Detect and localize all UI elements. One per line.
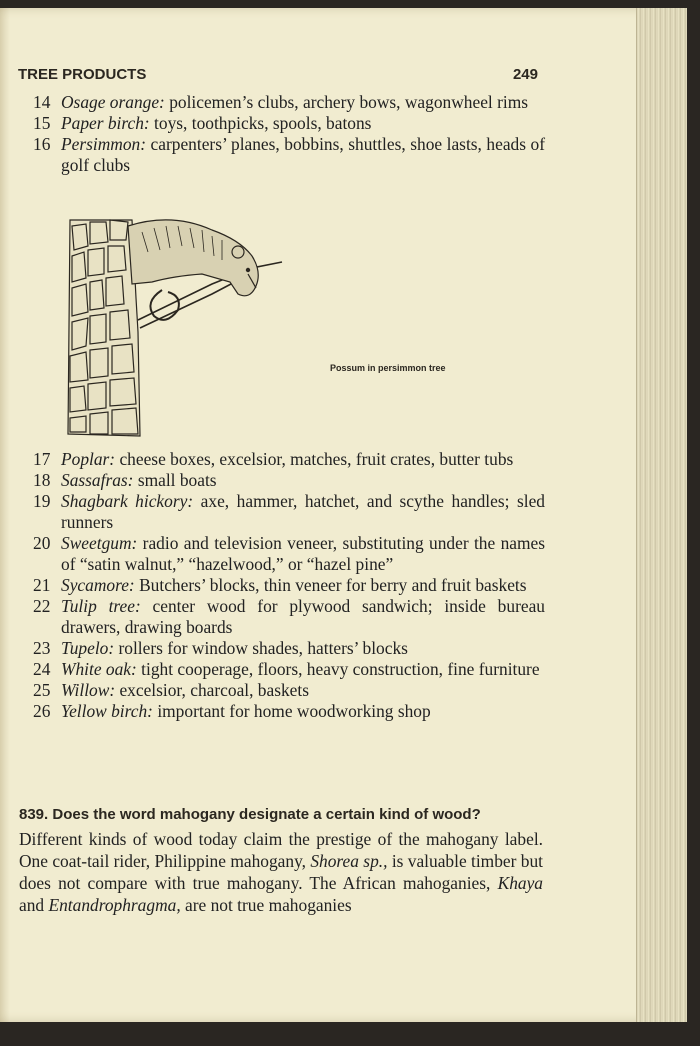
item-number: 20 (33, 533, 51, 553)
item-number: 24 (33, 659, 51, 679)
item-number: 26 (33, 701, 51, 721)
tree-name: Sycamore: (61, 575, 135, 595)
item-number: 23 (33, 638, 51, 658)
list-item (33, 134, 545, 176)
item-uses: radio and television veneer, substituting under the names of “satin walnut,” “hazelwood,” or “hazel pine” (61, 533, 545, 574)
list-item (33, 659, 545, 680)
item-number: 22 (33, 596, 51, 616)
gutter-shadow (0, 8, 10, 1022)
genus-name: Entandrophragma, (48, 895, 181, 915)
item-uses: tight cooperage, floors, heavy construction, fine furniture (136, 659, 540, 679)
item-uses: excelsior, charcoal, baskets (115, 680, 310, 700)
tree-name: White oak: (61, 659, 137, 679)
header-title: TREE PRODUCTS (18, 66, 147, 83)
page-edges (636, 8, 687, 1022)
tree-name: Willow: (61, 680, 116, 700)
figure-caption: Possum in persimmon tree (330, 363, 446, 373)
list-item (33, 491, 545, 533)
tree-name: Persimmon: (61, 134, 147, 154)
tree-name: Tupelo: (61, 638, 115, 658)
item-number: 15 (33, 113, 51, 133)
para-text: and (19, 895, 49, 915)
running-header (18, 66, 538, 84)
list-item (33, 92, 545, 113)
question-heading: 839. Does the word mahogany designate a certain kind of wood? (19, 806, 481, 823)
item-number: 21 (33, 575, 51, 595)
item-number: 17 (33, 449, 51, 469)
list-item (33, 596, 545, 638)
list-item (33, 533, 545, 575)
item-uses: toys, toothpicks, spools, batons (149, 113, 372, 133)
item-uses: axe, hammer, hatchet, and scythe handles; sled runners (61, 491, 545, 532)
item-uses: rollers for window shades, hatters’ blocks (114, 638, 408, 658)
item-uses: important for home woodworking shop (152, 701, 431, 721)
para-text: Different kinds of wood today claim the prestige of the mahogany label. One coat-tail rider, Philippine mahogany, (19, 829, 543, 871)
item-uses: center wood for plywood sandwich; inside bureau drawers, drawing boards (61, 596, 545, 637)
wood-uses-list-bottom (33, 449, 545, 722)
tree-name: Sassafras: (61, 470, 134, 490)
item-uses: carpenters’ planes, bobbins, shuttles, shoe lasts, heads of golf clubs (61, 134, 545, 175)
item-uses: small boats (133, 470, 217, 490)
tree-name: Tulip tree: (61, 596, 141, 616)
list-item (33, 701, 545, 722)
list-item (33, 470, 545, 491)
item-uses: cheese boxes, excelsior, matches, fruit crates, butter tubs (115, 449, 514, 469)
para-text: is valuable timber but does not compare with true mahogany. The African mahoganies, (19, 851, 543, 893)
answer-paragraph (19, 828, 543, 916)
item-uses: policemen’s clubs, archery bows, wagonwheel rims (164, 92, 529, 112)
genus-name: Khaya (497, 873, 543, 893)
tree-name: Paper birch: (61, 113, 150, 133)
tree-name: Osage orange: (61, 92, 165, 112)
list-item (33, 575, 545, 596)
item-uses: Butchers’ blocks, thin veneer for berry and fruit baskets (134, 575, 527, 595)
possum-illustration (62, 212, 298, 440)
item-number: 19 (33, 491, 51, 511)
page-number: 249 (512, 66, 538, 83)
list-item (33, 449, 545, 470)
species-name: Shorea sp., (310, 851, 388, 871)
item-number: 14 (33, 92, 51, 112)
item-number: 18 (33, 470, 51, 490)
para-text: are not true mahoganies (180, 895, 352, 915)
list-item (33, 680, 545, 701)
tree-name: Poplar: (61, 449, 116, 469)
item-number: 16 (33, 134, 51, 154)
tree-name: Shagbark hickory: (61, 491, 194, 511)
list-item (33, 113, 545, 134)
list-item (33, 638, 545, 659)
tree-name: Yellow birch: (61, 701, 153, 721)
wood-uses-list-top (33, 92, 545, 176)
tree-name: Sweetgum: (61, 533, 138, 553)
item-number: 25 (33, 680, 51, 700)
